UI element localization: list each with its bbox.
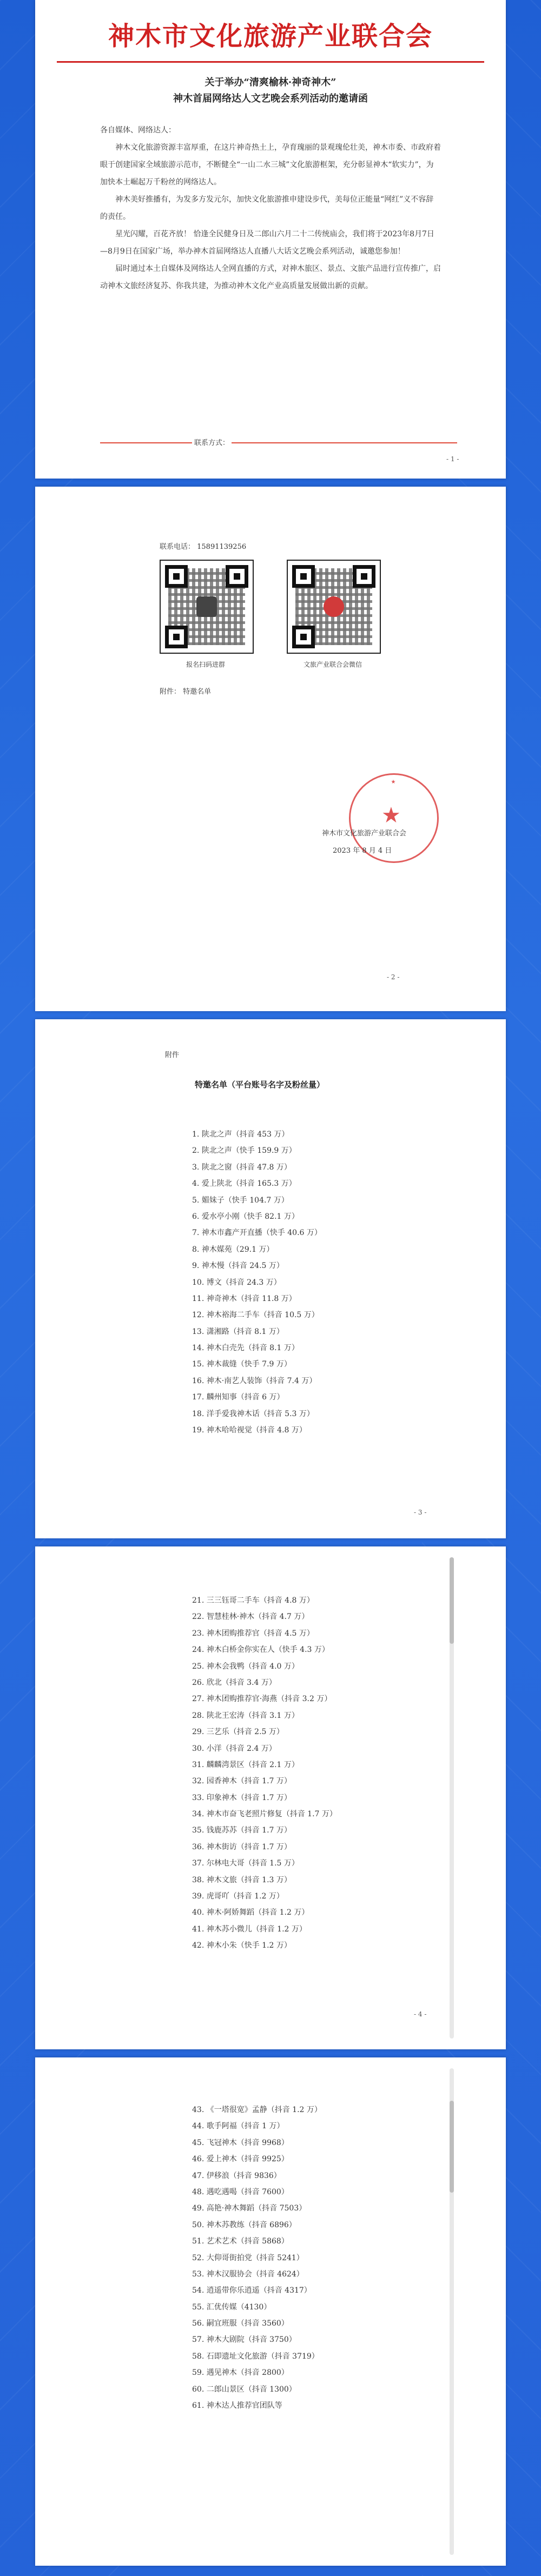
signer: 神木市文化旅游产业联合会 xyxy=(322,829,407,838)
page-number: - 2 - xyxy=(387,973,400,981)
list-item: 12. 神木裕海二手车（抖音 10.5 万） xyxy=(192,1311,319,1320)
list-item: 36. 神木街访（抖音 1.7 万） xyxy=(192,1842,292,1851)
list-item: 35. 钱鹿苏苏（抖音 1.7 万） xyxy=(192,1826,292,1835)
paragraph: 神木美好推播有，为发多方发元尔，加快文化旅游推申建设步代，美每位正能量“网红”义不容辞的责任。 xyxy=(100,195,434,221)
wechat-group-logo-icon xyxy=(196,596,217,617)
page-number: - 3 - xyxy=(414,1509,427,1516)
attachment-title: 特邀名单（平台账号名字及粉丝量） xyxy=(195,1080,325,1090)
header-divider xyxy=(57,61,484,63)
list-item: 15. 神木裁缝（快手 7.9 万） xyxy=(192,1360,292,1369)
scrollbar[interactable] xyxy=(450,1557,454,2039)
list-item: 16. 神木·南艺人装饰（抖音 7.4 万） xyxy=(192,1376,317,1385)
scrollbar-thumb[interactable] xyxy=(450,2101,454,2193)
letter-body xyxy=(100,122,441,295)
invitee-list xyxy=(192,2102,322,2414)
seal-star-icon: ★ xyxy=(381,803,401,828)
list-item: 13. 潇湘路（抖音 8.1 万） xyxy=(192,1327,284,1336)
doc-title-line1: 关于举办“清爽榆林·神奇神木” xyxy=(204,77,337,88)
list-item: 19. 神木哈哈视觉（抖音 4.8 万） xyxy=(192,1426,307,1435)
salutation: 各自媒体、网络达人： xyxy=(100,126,176,135)
list-item: 54. 逍遥带你乐逍遥（抖音 4317） xyxy=(192,2286,312,2295)
invitee-list xyxy=(192,1592,337,1954)
list-item: 47. 伊移浪（抖音 9836） xyxy=(192,2171,281,2180)
qr-left-caption: 报名扫码进群 xyxy=(186,661,225,668)
list-item: 28. 陕北王宏涛（抖音 3.1 万） xyxy=(192,1711,299,1720)
list-item: 50. 神木苏教练（抖音 6896） xyxy=(192,2220,296,2229)
list-item: 53. 神木汉服协会（抖音 4624） xyxy=(192,2269,304,2279)
contact-label: 联系方式： xyxy=(192,437,232,447)
page-number: - 1 - xyxy=(446,455,459,463)
list-item: 44. 歌手阿福（抖音 1 万） xyxy=(192,2122,285,2131)
attachment-label: 附件 xyxy=(165,1051,180,1059)
invitee-list xyxy=(192,1126,322,1438)
scrollbar-thumb[interactable] xyxy=(450,1557,454,1644)
list-item: 60. 二郎山景区（抖音 1300） xyxy=(192,2385,296,2394)
org-header: 神木市文化旅游产业联合会 xyxy=(108,21,433,51)
list-item: 18. 洋手爱我神木话（抖音 5.3 万） xyxy=(192,1409,314,1418)
list-item: 11. 神奇神木（抖音 11.8 万） xyxy=(192,1294,296,1303)
list-item: 55. 汇优传媒（4130） xyxy=(192,2302,272,2312)
list-item: 42. 神木小朱（快手 1.2 万） xyxy=(192,1941,292,1950)
list-item: 41. 神木苏小微儿（抖音 1.2 万） xyxy=(192,1924,307,1934)
paragraph: 届时通过本土自媒体及网络达人全网直播的方式，对神木旅区、景点、文旅产品进行宣传推广，启动神木文旅经济复苏、你我共建，为推动神木文化产业高质量发展做出新的贡献。 xyxy=(100,264,441,290)
list-item: 59. 遇见神木（抖音 2800） xyxy=(192,2368,289,2378)
list-item: 38. 神木文旅（抖音 1.3 万） xyxy=(192,1875,292,1884)
list-item: 30. 小洋（抖音 2.4 万） xyxy=(192,1744,276,1753)
list-item: 32. 园香神木（抖音 1.7 万） xyxy=(192,1777,292,1786)
list-item: 3. 陕北之窗（抖音 47.8 万） xyxy=(192,1163,292,1172)
paragraph: 星光闪耀，百花齐放！ 恰逢全民健身日及二郎山六月二十二传统庙会，我们将于2023年8月7日—8月9日在国家广场，举办神木首届网络达人直播八大话文艺晚会系列活动，诚邀您参加！ xyxy=(100,230,434,256)
attachment-line: 附件： 特邀名单 xyxy=(160,688,212,696)
document-page-5 xyxy=(35,2057,506,2566)
list-item: 22. 智慧桂林·神木（抖音 4.7 万） xyxy=(192,1612,309,1622)
document-page-4 xyxy=(35,1546,506,2049)
list-item: 2. 陕北之声（快手 159.9 万） xyxy=(192,1146,296,1156)
document-page-2 xyxy=(35,487,506,1011)
list-item: 14. 神木白壳先（抖音 8.1 万） xyxy=(192,1344,299,1353)
list-item: 49. 高艳·神木舞蹈（抖音 7503） xyxy=(192,2204,307,2213)
list-item: 48. 遇吃遇喝（抖音 7600） xyxy=(192,2187,289,2196)
list-item: 34. 神木市奋飞老照片修复（抖音 1.7 万） xyxy=(192,1810,337,1819)
footer-divider xyxy=(100,442,457,443)
scrollbar[interactable] xyxy=(450,2068,454,2555)
list-item: 9. 神木慢（抖音 24.5 万） xyxy=(192,1262,284,1271)
list-item: 57. 神木大剧院（抖音 3750） xyxy=(192,2335,296,2345)
list-item: 37. 尔林电大哥（抖音 1.5 万） xyxy=(192,1859,299,1868)
list-item: 8. 神木媒苑（29.1 万） xyxy=(192,1245,274,1254)
list-item: 7. 神木市鑫产开直播（快手 40.6 万） xyxy=(192,1229,322,1238)
list-item: 56. 嗣宜班服（抖音 3560） xyxy=(192,2319,289,2328)
list-item: 43. 《一塔很宽》孟静（抖音 1.2 万） xyxy=(192,2106,322,2114)
list-item: 39. 虎哥吖（抖音 1.2 万） xyxy=(192,1892,284,1901)
seal-text: ★ xyxy=(391,779,397,785)
contact-phone: 联系电话： 15891139256 xyxy=(160,543,247,551)
list-item: 24. 神木白桥金你实在人（快手 4.3 万） xyxy=(192,1645,329,1655)
list-item: 23. 神木团购推荐官（抖音 4.5 万） xyxy=(192,1629,314,1638)
org-logo-icon xyxy=(324,596,344,617)
list-item: 51. 艺术艺术（抖音 5868） xyxy=(192,2237,289,2246)
page-number: - 4 - xyxy=(414,2010,427,2018)
list-item: 52. 大仰哥街拍党（抖音 5241） xyxy=(192,2253,304,2262)
list-item: 17. 麟州知事（抖音 6 万） xyxy=(192,1393,285,1402)
document-page-3 xyxy=(35,1019,506,1538)
list-item: 61. 神木达人推荐官团队等 xyxy=(192,2401,282,2411)
list-item: 4. 爱上陕北（抖音 165.3 万） xyxy=(192,1179,296,1189)
list-item: 58. 石即遗址文化旅游（抖音 3719） xyxy=(192,2352,319,2361)
list-item: 21. 三三钰哥二手车（抖音 4.8 万） xyxy=(192,1596,314,1605)
list-item: 26. 欣北（抖音 3.4 万） xyxy=(192,1678,276,1687)
list-item: 27. 神木团购推荐官·海燕（抖音 3.2 万） xyxy=(192,1695,332,1704)
list-item: 33. 印象神木（抖音 1.7 万） xyxy=(192,1793,292,1802)
list-item: 40. 神木·阿娇舞蹈（抖音 1.2 万） xyxy=(192,1908,309,1917)
doc-title-line2: 神木首届网络达人文艺晚会系列活动的邀请函 xyxy=(173,93,368,104)
list-item: 45. 飞冠神木（抖音 9968） xyxy=(192,2138,289,2147)
list-item: 46. 爱上神木（抖音 9925） xyxy=(192,2155,289,2164)
list-item: 29. 三艺乐（抖音 2.5 万） xyxy=(192,1728,284,1737)
sign-date: 2023 年 8 月 4 日 xyxy=(333,847,392,855)
paragraph: 神木文化旅游资源丰富厚重，在这片神奇热土上，孕育瑰丽的景观瑰伦壮美，神木市委、市政府着眼于创建国家全域旅游示范市，不断健全“一山二水三城”文化旅游框架，充分彰显神木“软实力”，为加快本土崛起万千粉丝的网络达人。 xyxy=(100,143,441,187)
document-page-1 xyxy=(35,0,506,479)
list-item: 5. 媚妹子（快手 104.7 万） xyxy=(192,1196,289,1205)
list-item: 25. 神木会我鸭（抖音 4.0 万） xyxy=(192,1662,299,1671)
qr-right-caption: 文旅产业联合会微信 xyxy=(303,661,362,668)
list-item: 10. 博文（抖音 24.3 万） xyxy=(192,1278,281,1287)
qr-code-right xyxy=(287,560,381,654)
list-item: 31. 麟麟湾景区（抖音 2.1 万） xyxy=(192,1760,299,1769)
qr-code-left xyxy=(160,560,254,654)
list-item: 6. 爱水亭小刚（快手 82.1 万） xyxy=(192,1212,299,1221)
list-item: 1. 陕北之声（抖音 453 万） xyxy=(192,1130,289,1139)
